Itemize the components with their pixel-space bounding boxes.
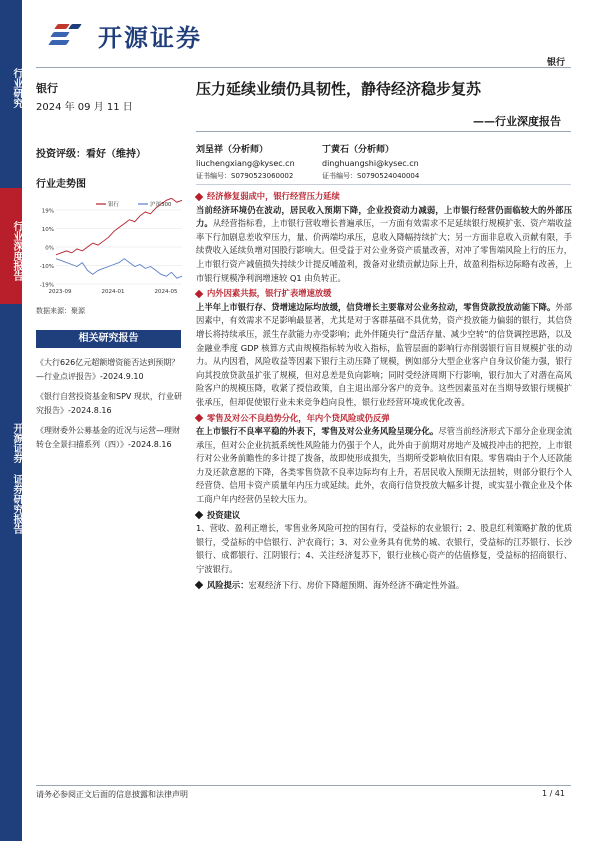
report-body xyxy=(196,188,572,592)
analyst-license: 证书编号：S0790524040004 xyxy=(322,172,420,180)
related-research-list xyxy=(36,356,186,458)
analyst-divider xyxy=(196,184,571,185)
brand-logo-icon xyxy=(50,22,88,50)
section-paragraph: 1、营收、盈利正增长，零售业务风险可控的国有行，受益标的农业银行；2、股息红利策略扩散的优质银行，受益标的中信银行、沪农商行；3、对公业务具有优势的城、农银行，受益标的江苏银行、长沙银行、成都银行、江阴银行；4、关注经济复苏下，银行业核心资产的估值修复，受益标的招商银行、宁波银行。 xyxy=(196,523,572,575)
investment-rating: 投资评级：看好（维持） xyxy=(36,149,146,160)
chart-data-source: 数据来源：聚源 xyxy=(36,307,85,315)
side-label-report-type: 行业深度报告 xyxy=(0,188,22,304)
chart-y-tick-label: 19% xyxy=(41,208,54,215)
analyst-email[interactable]: liuchengxiang@kysec.cn xyxy=(196,159,295,168)
trend-chart-title: 行业走势图 xyxy=(36,179,86,190)
section-heading: 投资建议 xyxy=(196,509,572,523)
header-divider xyxy=(36,67,571,68)
side-label-brand: 开源证券 证券研究报告 xyxy=(11,422,22,534)
analyst-name: 刘呈祥（分析师） xyxy=(196,145,269,155)
report-type: ——行业深度报告 xyxy=(473,115,561,128)
section-heading: 零售及对公不良趋势分化，年内个贷风险或仍反弹 xyxy=(196,412,572,426)
analyst-license: 证书编号：S0790523060002 xyxy=(196,172,294,180)
analyst-block xyxy=(322,144,419,183)
chart-y-tick-label: 0% xyxy=(45,245,54,252)
diamond-bullet-icon xyxy=(195,193,203,201)
trend-chart-svg xyxy=(36,198,186,298)
chart-y-tick-label: -10% xyxy=(39,264,54,270)
chart-legend-label: 沪深300 xyxy=(150,202,172,208)
analyst-name: 丁黄石（分析师） xyxy=(322,145,395,155)
brand-name: 开源证券 xyxy=(98,24,202,52)
chart-y-tick-label: 10% xyxy=(41,227,54,233)
section-paragraph: 当前经济环境仍在波动，居民收入预期下降，企业投资动力减弱，上市银行经营仍面临较大的外部压力。从经营指标看，上市银行营收增长普遍承压，一方面有效需求不足延续银行规模扩张、资产端收益率下行加剧息差收窄压力，量、价两端均承压，息收入降幅持续扩大；另一方面非息收入贡献有限，手续费收入延续负增对国股行影响大。但受益于对公业务资产质量改善，对冲了零售端风险上行的压力，上市银行资产减值损失持续少计提反哺盈利，拨备对业绩贡献边际上升，故盈利指标边际略有改善，上市银行规模净利润增速较 Q1 由负转正。 xyxy=(196,204,572,283)
chart-x-tick-label: 2024-01 xyxy=(101,289,125,295)
footer-disclaimer: 请务必参阅正文后面的信息披露和法律声明 xyxy=(36,790,188,799)
page-number: 1 / 41 xyxy=(541,789,565,798)
header-industry-tag: 银行 xyxy=(546,58,565,68)
related-research-link[interactable]: 《银行自营投资基金和SPV 现状，行业研究报告》-2024.8.16 xyxy=(36,392,182,415)
trend-chart xyxy=(36,198,181,302)
chart-y-tick-label: -19% xyxy=(39,282,54,289)
chart-series-line xyxy=(56,259,182,279)
related-research-header: 相关研究报告 xyxy=(36,330,181,348)
risk-warning: 风险提示： 宏观经济下行、房价下降超预期、海外经济不确定性外溢。 xyxy=(196,579,572,593)
analyst-block xyxy=(196,144,295,183)
section-paragraph: 在上市银行不良率平稳的外表下，零售及对公业务风险呈现分化。尽管当前经济形式下部分企业现金流承压，但对公企业抗抵系统性风险能力仍强于个人，此外由于前期对房地产及城投冲击的把控，上市银行对公业务前瞻性的多计提了拨备，故即使形成损失，当期所受影响依旧有限。零售端由于个人还款能力及还款意愿的下降，各类零售贷款不良率边际均有上升，若居民收入预期无法扭转，则部分银行个人经营贷、信用卡资产质量年内压力或延续。此外，农商行信贷投放大幅多计提，或实显小微企业及个体工商户年内经营仍呈较大压力。 xyxy=(196,426,572,505)
chart-x-tick-label: 2023-09 xyxy=(48,289,72,295)
related-research-link[interactable]: 《大行626亿元超额增资能否达到预期？—行业点评报告》-2024.9.10 xyxy=(36,358,180,381)
report-title: 压力延续业绩仍具韧性，静待经济稳步复苏 xyxy=(196,80,482,98)
side-label-industry-research: 行业研究 xyxy=(11,68,22,108)
chart-legend-label: 银行 xyxy=(108,202,120,208)
chart-x-tick-label: 2024-05 xyxy=(154,289,178,295)
diamond-bullet-icon xyxy=(195,414,203,422)
diamond-bullet-icon xyxy=(195,511,203,519)
brand-logo xyxy=(50,18,202,53)
analyst-email[interactable]: dinghuangshi@kysec.cn xyxy=(322,159,419,168)
diamond-bullet-icon xyxy=(195,581,203,589)
section-heading: 经济修复弱成中，银行经营压力延续 xyxy=(196,190,572,204)
diamond-bullet-icon xyxy=(195,290,203,298)
footer-divider xyxy=(36,785,571,786)
section-heading: 内外因素共振，银行扩表增速放缓 xyxy=(196,287,572,301)
report-date: 2024 年 09 月 11 日 xyxy=(36,102,133,113)
title-divider xyxy=(196,131,571,132)
related-research-link[interactable]: 《理财委外公募基金的近况与运营—理财转仓全景扫描系列（四）》-2024.8.16 xyxy=(36,426,180,449)
industry-name: 银行 xyxy=(36,82,58,95)
section-paragraph: 上半年上市银行存、贷增速边际均放缓，信贷增长主要靠对公业务拉动，零售贷款投放动能下降。外部因素中，有效需求不足影响最显著，尤其是对于客群基础不具优势，资产投放能力偏弱的银行，其信贷增长将持续承压，派生存款能力亦受影响；此外伴随央行“盘活存量、减少空转”的信贷调控思路，以及金融业季度 GDP 核算方式由规模指标转为收入指标，监管层面的影响行亦削弱银行盲目规模扩张的动力。从内因看，风险收益等因素下银行主动压降了规模，例如部分大型企业客户自身议价能力强，银行向其投放贷款虽扩张了规模，但对息差是负向影响；同时受经济周期下行影响，银行加大了对潜在高风险客户的规模压降，收紧了授信政策，自主退出部分客户的竞争。这些因素虽对在当期导致银行规模扩张承压，但却促使银行业未来竞争趋向良性，银行业经营环境或优化改善。 xyxy=(196,301,572,407)
